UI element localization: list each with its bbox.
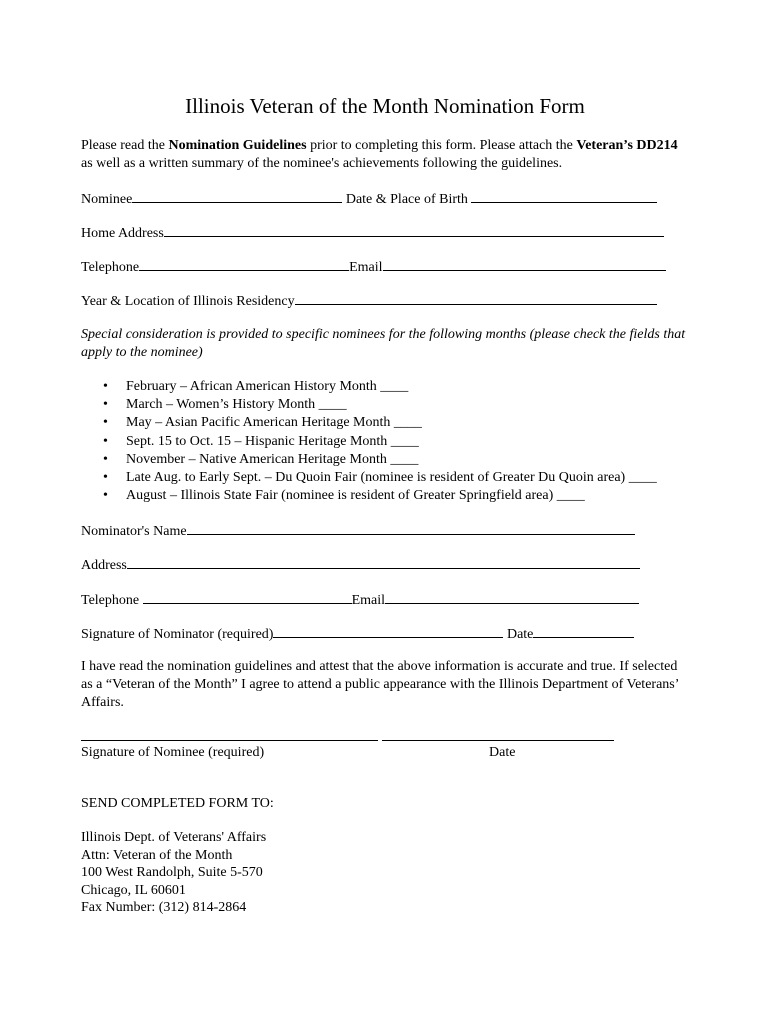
month-list <box>81 378 657 505</box>
bullet-icon: • <box>103 488 108 504</box>
nominator-email-label: Email <box>351 593 386 608</box>
bullet-icon: • <box>103 379 108 394</box>
nominator-telephone-field[interactable] <box>143 590 352 604</box>
month-option: February – African American History Month ____ <box>126 379 409 394</box>
nominator-signature-label: Signature of Nominator (required) <box>81 627 274 642</box>
residency-field[interactable] <box>295 291 657 305</box>
mailing-address <box>81 829 266 917</box>
intro-bold-guidelines: Nomination Guidelines <box>168 138 307 153</box>
bullet-icon: • <box>103 470 108 486</box>
list-item[interactable] <box>81 414 657 432</box>
address-line: Chicago, IL 60601 <box>81 882 186 898</box>
address-line: Attn: Veteran of the Month <box>81 847 233 863</box>
fax-number: Fax Number: (312) 814-2864 <box>81 900 247 915</box>
list-item[interactable] <box>81 451 657 469</box>
month-option: Late Aug. to Early Sept. – Du Quoin Fair (nominee is resident of Greater Du Quoin area) ____ <box>126 470 657 486</box>
nominee-field[interactable] <box>132 189 342 203</box>
intro-bold-dd214: Veteran’s DD214 <box>576 138 678 153</box>
attestation-paragraph: I have read the nomination guidelines and attest that the above information is accurate and true. If selected as a “Veteran of the Month” I agree to attend a public appearance with the Illinois Department of Veterans’ Affairs. <box>81 659 679 710</box>
special-consideration-note: Special consideration is provided to specific nominees for the following months (please check the fields that apply to the nominee) <box>81 327 686 360</box>
list-item[interactable] <box>81 433 657 451</box>
list-item[interactable] <box>81 469 657 487</box>
nominator-telephone-label: Telephone <box>81 593 143 608</box>
bullet-icon: • <box>103 451 108 467</box>
month-option: May – Asian Pacific American Heritage Month ____ <box>126 415 422 431</box>
nominator-name-row <box>81 521 635 541</box>
month-option: March – Women’s History Month ____ <box>126 397 347 413</box>
intro-text-2: prior to completing this form. Please attach the <box>306 138 577 153</box>
send-to-heading: SEND COMPLETED FORM TO: <box>81 796 274 811</box>
nominee-label: Nominee <box>81 192 133 207</box>
nominator-address-field[interactable] <box>127 555 640 569</box>
nominee-signature-label: Signature of Nominee (required) <box>81 745 265 760</box>
nominator-signature-field[interactable] <box>273 624 503 638</box>
nominator-signature-row <box>81 624 634 644</box>
nominee-row <box>81 189 657 209</box>
address-line: 100 West Randolph, Suite 5-570 <box>81 865 263 880</box>
dob-label: Date & Place of Birth <box>345 192 468 207</box>
nominator-email-field[interactable] <box>385 590 639 604</box>
intro-text-3: as well as a written summary of the nominee's achievements following the guidelines. <box>81 156 563 171</box>
month-option: November – Native American Heritage Month ____ <box>126 451 419 467</box>
telephone-field[interactable] <box>139 257 349 271</box>
nominee-date-field[interactable] <box>382 740 614 741</box>
nominator-contact-row <box>81 590 639 610</box>
list-item[interactable] <box>81 378 657 396</box>
dob-field[interactable] <box>471 189 657 203</box>
nominator-address-label: Address <box>81 558 127 573</box>
nominee-signature-field[interactable] <box>81 740 378 741</box>
email-field[interactable] <box>383 257 666 271</box>
list-item[interactable] <box>81 396 657 414</box>
residency-row <box>81 291 657 311</box>
intro-paragraph <box>81 137 691 173</box>
month-option: August – Illinois State Fair (nominee is resident of Greater Springfield area) ____ <box>126 488 585 504</box>
bullet-icon: • <box>103 397 108 413</box>
nominator-date-field[interactable] <box>533 624 634 638</box>
bullet-icon: • <box>103 415 108 431</box>
month-option: Sept. 15 to Oct. 15 – Hispanic Heritage Month ____ <box>126 433 419 449</box>
telephone-label: Telephone <box>81 260 140 275</box>
bullet-icon: • <box>103 433 108 449</box>
intro-text-1: Please read the <box>81 138 169 153</box>
home-address-field[interactable] <box>164 223 664 237</box>
nominator-name-field[interactable] <box>187 521 635 535</box>
address-line: Illinois Dept. of Veterans' Affairs <box>81 830 267 845</box>
page-title: Illinois Veteran of the Month Nomination Form <box>185 94 585 118</box>
residency-label: Year & Location of Illinois Residency <box>81 294 295 309</box>
home-address-row <box>81 223 664 243</box>
email-label: Email <box>349 260 383 275</box>
list-item[interactable] <box>81 487 657 505</box>
nominator-date-label: Date <box>503 627 534 642</box>
nominator-name-label: Nominator's Name <box>81 524 187 539</box>
home-address-label: Home Address <box>81 226 164 241</box>
nominee-date-label: Date <box>489 745 516 760</box>
nominator-address-row <box>81 555 640 575</box>
nominee-contact-row <box>81 257 666 277</box>
